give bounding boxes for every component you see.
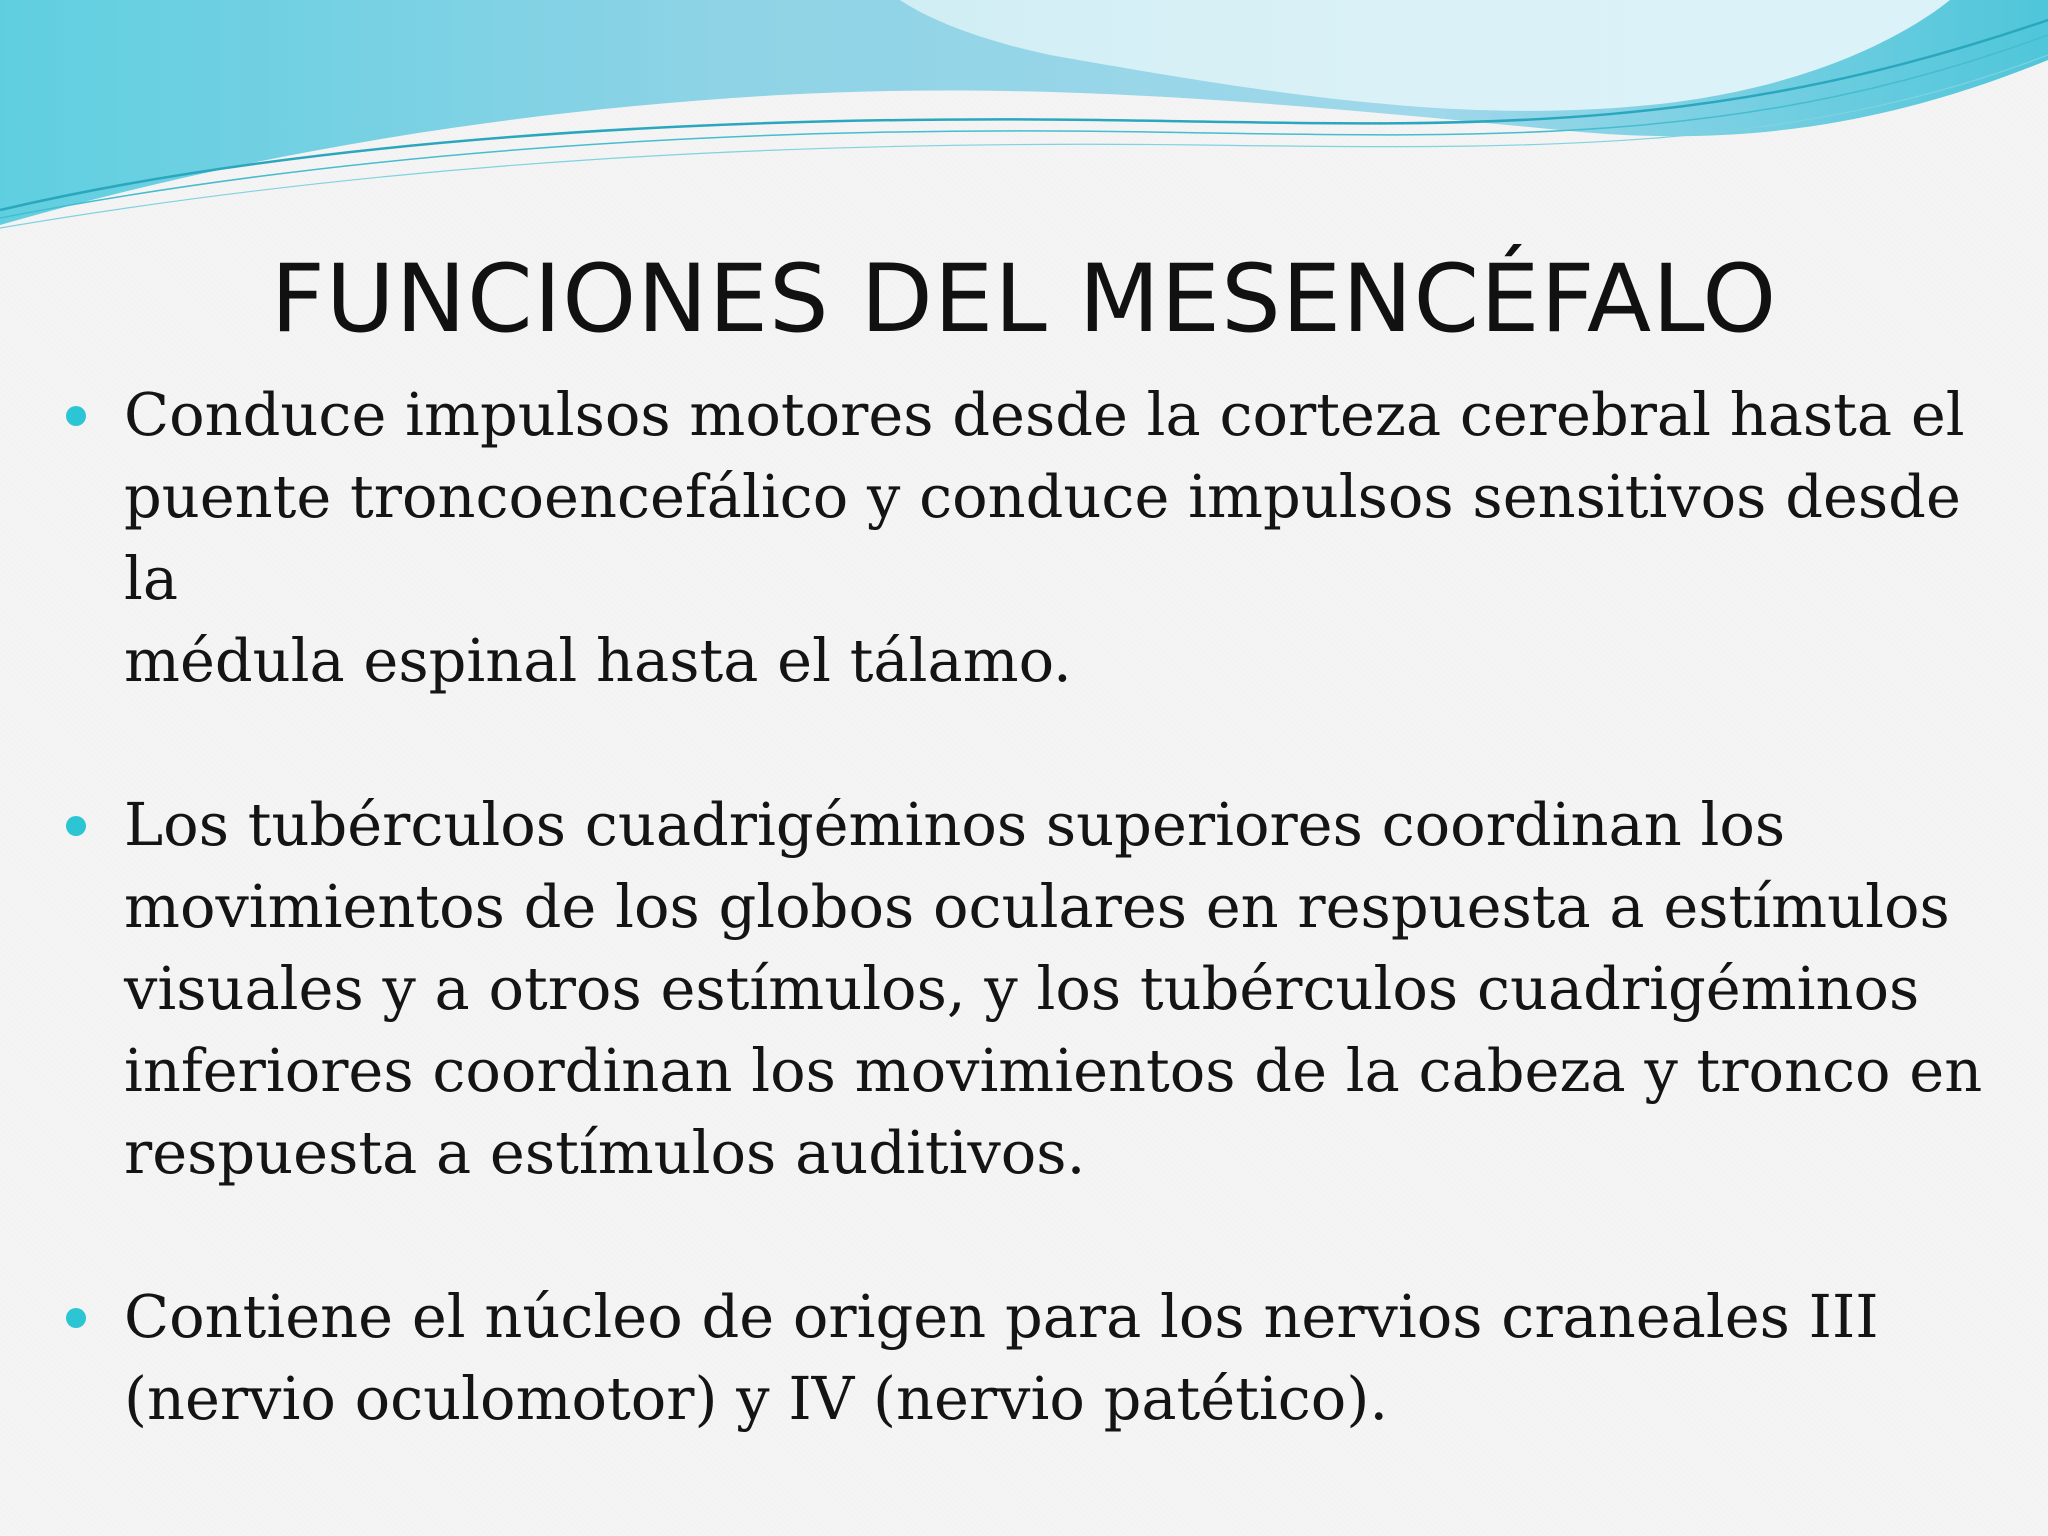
bullet-line: Conduce impulsos motores desde la corteza cerebral hasta el bbox=[124, 380, 1965, 449]
bullet-list bbox=[62, 374, 2022, 1440]
slide-title: FUNCIONES DEL MESENCÉFALO bbox=[270, 245, 1778, 354]
bullet-line: puente troncoencefálico y conduce impulsos sensitivos desde la bbox=[124, 462, 1961, 613]
bullet-item bbox=[62, 374, 2022, 702]
bullet-item bbox=[62, 1276, 2022, 1440]
bullet-line: respuesta a estímulos auditivos. bbox=[124, 1118, 1086, 1187]
bullet-item bbox=[62, 784, 2022, 1194]
bullet-line: visuales y a otros estímulos, y los tubérculos cuadrigéminos bbox=[124, 954, 1920, 1023]
bullet-line: Los tubérculos cuadrigéminos superiores coordinan los bbox=[124, 790, 1786, 859]
bullet-line: (nervio oculomotor) y IV (nervio patético). bbox=[124, 1364, 1389, 1433]
circle-bullet-icon bbox=[66, 1308, 86, 1328]
bullet-line: movimientos de los globos oculares en respuesta a estímulos bbox=[124, 872, 1950, 941]
bullet-line: médula espinal hasta el tálamo. bbox=[124, 626, 1072, 695]
header-wave-decoration bbox=[0, 0, 2048, 240]
circle-bullet-icon bbox=[66, 816, 86, 836]
circle-bullet-icon bbox=[66, 406, 86, 426]
bullet-line: Contiene el núcleo de origen para los nervios craneales III bbox=[124, 1282, 1879, 1351]
bullet-line: inferiores coordinan los movimientos de la cabeza y tronco en bbox=[124, 1036, 1983, 1105]
